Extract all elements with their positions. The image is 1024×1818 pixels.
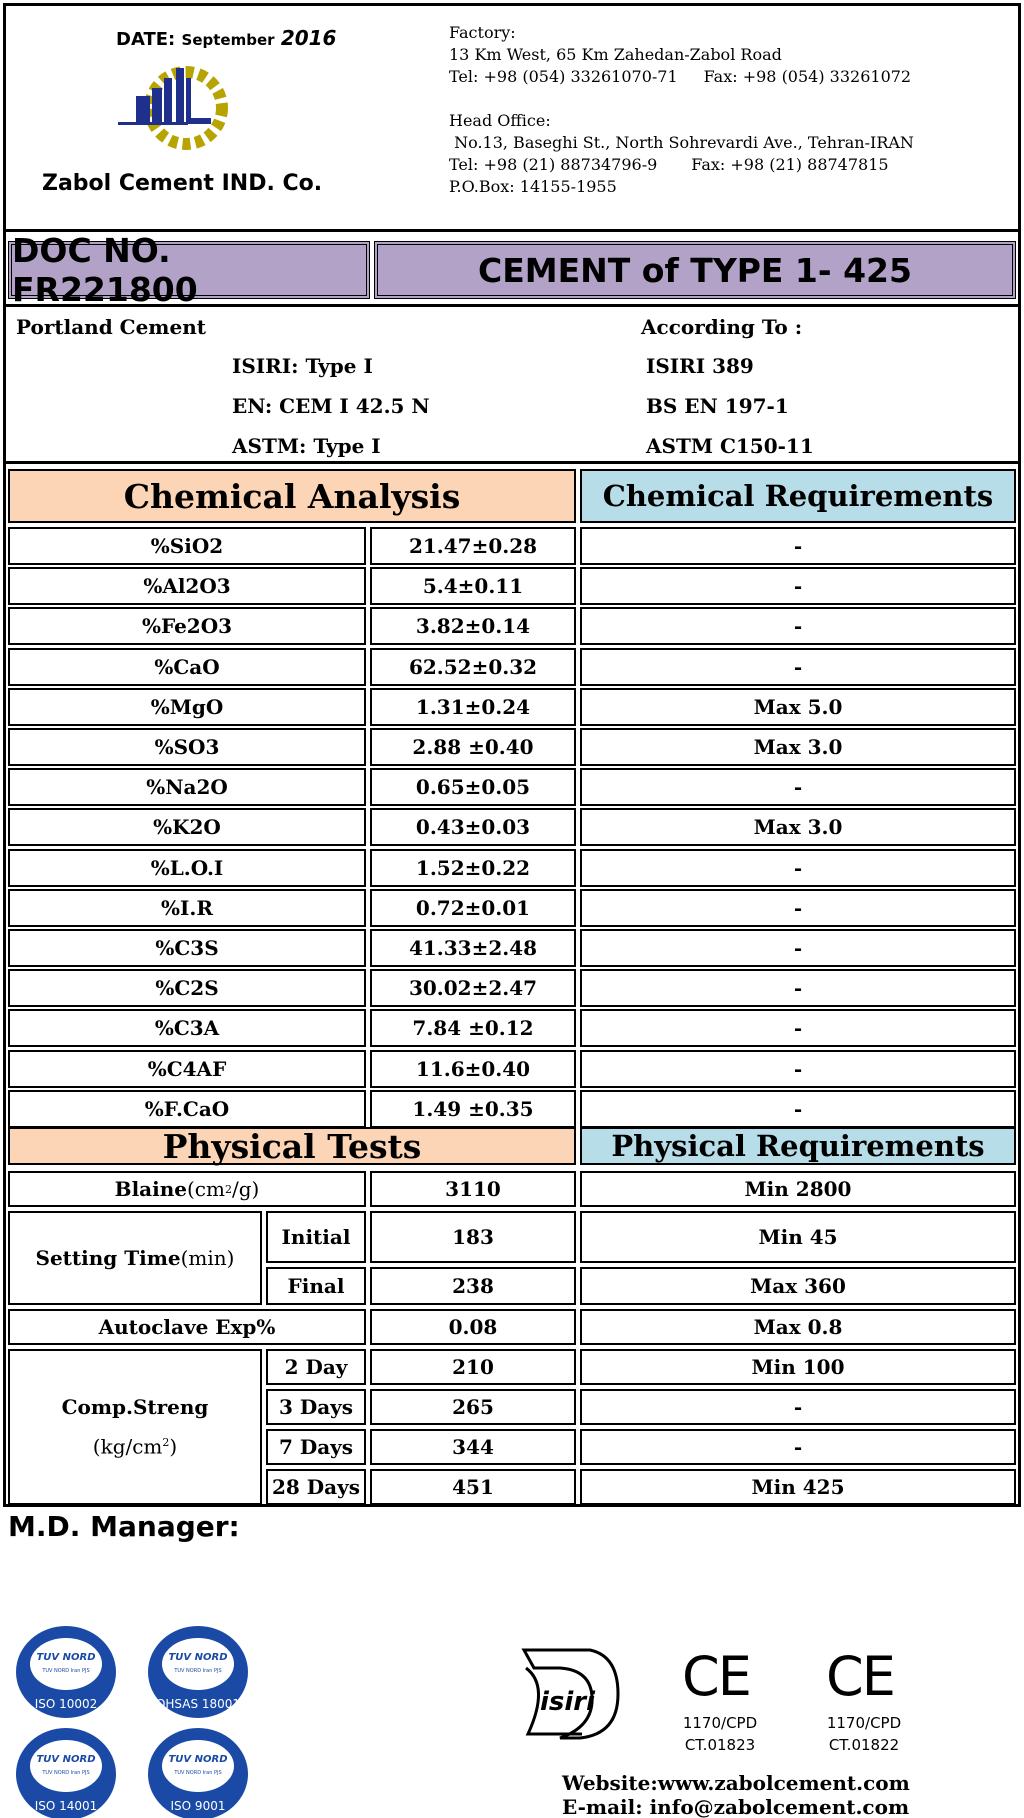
svg-text:TUV NORD Iran PJS: TUV NORD Iran PJS: [42, 1668, 90, 1674]
svg-text:isiri: isiri: [540, 1687, 596, 1717]
chem-requirement: -: [580, 929, 1016, 967]
comp-value: 210: [370, 1349, 576, 1385]
chem-requirement: -: [580, 648, 1016, 686]
autoclave-requirement: Max 0.8: [580, 1309, 1016, 1345]
setting-time-label: Setting Time (min): [8, 1211, 262, 1305]
table-row: [6, 607, 1018, 647]
address-block: Factory: 13 Km West, 65 Km Zahedan-Zabol Road Tel: +98 (054) 33261070-71 Fax: +98 (054) 33261072 Head Office: No.13, Baseghi St., North Sohrevardi Ave., Tehran-IRAN Tel: +98 (21) 88734796-9 Fax: +98 (21) 88747815 P.O.Box: 14155-1955: [449, 23, 914, 196]
comp-requirement: -: [580, 1429, 1016, 1465]
chem-requirement: Max 3.0: [580, 728, 1016, 766]
chem-name: %Na2O: [8, 768, 366, 806]
letterhead: [6, 6, 1018, 232]
chem-value: 21.47±0.28: [370, 527, 576, 565]
isiri-mark-icon: [520, 1646, 626, 1742]
tuv-seal-icon: [14, 1726, 118, 1818]
blaine-value: 3110: [370, 1171, 576, 1207]
comp-value: 344: [370, 1429, 576, 1465]
chem-value: 30.02±2.47: [370, 969, 576, 1007]
chem-name: %Al2O3: [8, 567, 366, 605]
company-logo-icon: [116, 58, 251, 158]
contact-block: [562, 1771, 910, 1818]
chem-requirement: -: [580, 607, 1016, 645]
comp-strength-label: Comp.Streng $(kg/cm^2)$: [8, 1349, 262, 1505]
chem-requirement: -: [580, 1050, 1016, 1088]
chem-value: 1.49 ±0.35: [370, 1090, 576, 1128]
chem-name: %K2O: [8, 808, 366, 846]
svg-text:TUV NORD Iran PJS: TUV NORD Iran PJS: [42, 1770, 90, 1776]
initial-requirement: Min 45: [580, 1211, 1016, 1263]
table-row: [6, 688, 1018, 728]
chem-requirement: -: [580, 969, 1016, 1007]
blaine-requirement: Min 2800: [580, 1171, 1016, 1207]
svg-text:TUV NORD Iran PJS: TUV NORD Iran PJS: [174, 1668, 222, 1674]
doc-number: DOC NO. FR221800: [8, 241, 370, 299]
table-row: [6, 648, 1018, 688]
final-value: 238: [370, 1267, 576, 1305]
initial-label: Initial: [266, 1211, 366, 1263]
svg-text:TUV NORD Iran PJS: TUV NORD Iran PJS: [174, 1770, 222, 1776]
ce-cert-2: 1170/CPD CT.01822: [826, 1714, 902, 1754]
svg-text:ISO 10002: ISO 10002: [34, 1697, 98, 1711]
svg-text:TUV NORD: TUV NORD: [168, 1652, 228, 1663]
svg-text:OHSAS 18001: OHSAS 18001: [155, 1697, 241, 1711]
standard-right: BS EN 197-1: [646, 394, 789, 418]
chem-requirement: -: [580, 849, 1016, 887]
chem-name: %SiO2: [8, 527, 366, 565]
chem-requirement: -: [580, 527, 1016, 565]
chem-name: %C3S: [8, 929, 366, 967]
table-row: [6, 929, 1018, 969]
chem-name: %C4AF: [8, 1050, 366, 1088]
chem-value: 0.43±0.03: [370, 808, 576, 846]
svg-text:ISO 9001: ISO 9001: [170, 1799, 226, 1813]
document-frame: [3, 3, 1021, 1507]
company-name: Zabol Cement IND. Co.: [42, 171, 323, 196]
table-row: [6, 849, 1018, 889]
tuv-seal-icon: [14, 1624, 118, 1720]
chem-value: 0.72±0.01: [370, 889, 576, 927]
doc-bar: [6, 231, 1018, 309]
date: DATE: September 2016: [116, 26, 337, 50]
standard-right: ISIRI 389: [646, 354, 754, 378]
chem-value: 5.4±0.11: [370, 567, 576, 605]
autoclave-value: 0.08: [370, 1309, 576, 1345]
according-label: According To :: [641, 315, 803, 339]
chem-name: %L.O.I: [8, 849, 366, 887]
comp-value: 265: [370, 1389, 576, 1425]
chemical-analysis-title: Chemical Analysis: [8, 469, 576, 523]
svg-text:ISO 14001: ISO 14001: [34, 1799, 98, 1813]
table-row: [6, 728, 1018, 768]
website-link[interactable]: Website:www.zabolcement.com: [562, 1771, 910, 1795]
table-row: [6, 889, 1018, 929]
final-label: Final: [266, 1267, 366, 1305]
comp-requirement: -: [580, 1389, 1016, 1425]
chem-name: %MgO: [8, 688, 366, 726]
ce-mark-2: CE: [826, 1645, 894, 1708]
table-row: [6, 527, 1018, 567]
chem-name: %Fe2O3: [8, 607, 366, 645]
svg-text:TUV NORD: TUV NORD: [168, 1754, 228, 1765]
comp-day-label: 7 Days: [266, 1429, 366, 1465]
autoclave-label: Autoclave Exp%: [8, 1309, 366, 1345]
comp-day-label: 3 Days: [266, 1389, 366, 1425]
chem-value: 41.33±2.48: [370, 929, 576, 967]
physical-tests-title: Physical Tests: [8, 1127, 576, 1165]
comp-value: 451: [370, 1469, 576, 1505]
comp-requirement: Min 100: [580, 1349, 1016, 1385]
table-row: [6, 1009, 1018, 1049]
standard-left: ASTM: Type I: [232, 434, 381, 458]
chem-name: %C2S: [8, 969, 366, 1007]
standard-left: ISIRI: Type I: [232, 354, 373, 378]
chemical-requirements-title: Chemical Requirements: [580, 469, 1016, 523]
chem-requirement: -: [580, 1090, 1016, 1128]
table-row: [6, 969, 1018, 1009]
table-row: [6, 1090, 1018, 1130]
chemical-header: [6, 467, 1018, 525]
tuv-seal-icon: [146, 1624, 250, 1720]
chem-name: %C3A: [8, 1009, 366, 1047]
chem-name: %I.R: [8, 889, 366, 927]
chem-value: 0.65±0.05: [370, 768, 576, 806]
initial-value: 183: [370, 1211, 576, 1263]
table-row: [6, 1050, 1018, 1090]
physical-requirements-title: Physical Requirements: [580, 1127, 1016, 1165]
svg-text:TUV NORD: TUV NORD: [36, 1652, 96, 1663]
chem-requirement: -: [580, 567, 1016, 605]
cement-type: CEMENT of TYPE 1- 425: [374, 241, 1016, 299]
comp-day-label: 2 Day: [266, 1349, 366, 1385]
chem-value: 62.52±0.32: [370, 648, 576, 686]
ce-mark-1: CE: [682, 1645, 750, 1708]
final-requirement: Max 360: [580, 1267, 1016, 1305]
chem-value: 7.84 ±0.12: [370, 1009, 576, 1047]
chem-name: %F.CaO: [8, 1090, 366, 1128]
table-row: [6, 808, 1018, 848]
chem-requirement: -: [580, 889, 1016, 927]
email-link[interactable]: E-mail: info@zabolcement.com: [562, 1795, 910, 1818]
chem-value: 3.82±0.14: [370, 607, 576, 645]
chem-name: %SO3: [8, 728, 366, 766]
chem-requirement: -: [580, 1009, 1016, 1047]
standard-left: EN: CEM I 42.5 N: [232, 394, 430, 418]
standard-right: ASTM C150-11: [646, 434, 814, 458]
table-row: [6, 768, 1018, 808]
md-manager-label: M.D. Manager:: [8, 1510, 240, 1543]
chem-value: 2.88 ±0.40: [370, 728, 576, 766]
physical-table: [6, 1169, 1018, 1509]
product-name: Portland Cement: [16, 315, 206, 339]
chem-value: 1.52±0.22: [370, 849, 576, 887]
chem-requirement: Max 5.0: [580, 688, 1016, 726]
chem-name: %CaO: [8, 648, 366, 686]
chem-requirement: Max 3.0: [580, 808, 1016, 846]
table-row: [6, 567, 1018, 607]
ce-cert-1: 1170/CPD CT.01823: [682, 1714, 758, 1754]
blaine-label: Blaine (cm 2 /g): [8, 1171, 366, 1207]
tuv-seal-icon: [146, 1726, 250, 1818]
comp-requirement: Min 425: [580, 1469, 1016, 1505]
chem-value: 11.6±0.40: [370, 1050, 576, 1088]
specification-block: [6, 304, 1018, 464]
chem-requirement: -: [580, 768, 1016, 806]
comp-day-label: 28 Days: [266, 1469, 366, 1505]
chem-value: 1.31±0.24: [370, 688, 576, 726]
svg-text:TUV NORD: TUV NORD: [36, 1754, 96, 1765]
